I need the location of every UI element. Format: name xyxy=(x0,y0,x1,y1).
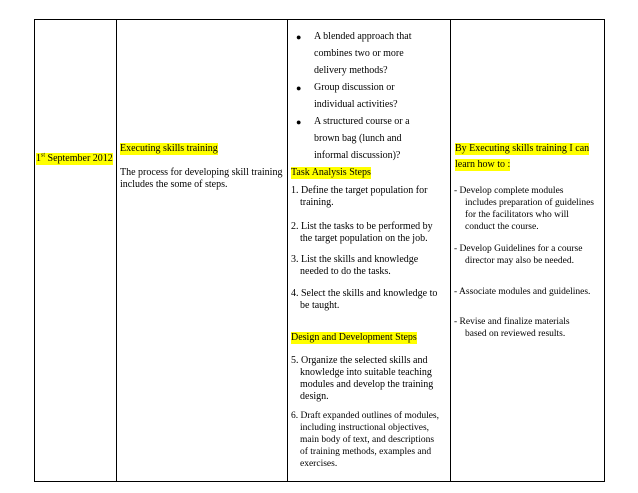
table-left-border xyxy=(34,19,35,482)
date-ordinal: st xyxy=(41,152,46,159)
outcome-line: - Associate modules and guidelines. xyxy=(454,287,591,297)
method-bullet-line: informal discussion)? xyxy=(314,150,401,161)
method-bullet-line: brown bag (lunch and xyxy=(314,133,402,144)
task-step-line: 4. Select the skills and knowledge to xyxy=(291,288,438,299)
design-step-line: including instructional objectives, xyxy=(300,423,430,433)
method-bullet-line: A structured course or a xyxy=(314,116,410,127)
column-divider-1 xyxy=(116,19,117,482)
design-step-line: of training methods, examples and xyxy=(300,447,432,457)
outcome-line: - Develop Guidelines for a course xyxy=(454,244,583,254)
outcome-line: based on reviewed results. xyxy=(465,329,566,339)
design-step-line: main body of text, and descriptions xyxy=(300,435,435,445)
topic-description-line: includes the some of steps. xyxy=(120,179,228,190)
outcome-line: - Revise and finalize materials xyxy=(454,317,570,327)
method-bullet-line: individual activities? xyxy=(314,99,398,110)
table-right-border xyxy=(604,19,605,482)
design-step-line: 5. Organize the selected skills and xyxy=(291,355,428,366)
design-step-line: 6. Draft expanded outlines of modules, xyxy=(291,411,440,421)
outcome-line: for the facilitators who will xyxy=(465,210,569,220)
design-development-heading: Design and Development Steps xyxy=(291,332,417,343)
date-cell xyxy=(36,153,113,165)
bullet-icon: ● xyxy=(296,83,302,93)
method-bullet-line: Group discussion or xyxy=(314,82,395,93)
topic-description-line: The process for developing skill training xyxy=(120,167,283,178)
column-divider-2 xyxy=(287,19,288,482)
task-step-line: training. xyxy=(300,197,334,208)
date-day: 1 xyxy=(36,153,41,164)
task-step-line: the target population on the job. xyxy=(300,233,428,244)
design-step-line: design. xyxy=(300,391,329,402)
table-bottom-border xyxy=(34,481,605,482)
task-step-line: 2. List the tasks to be performed by xyxy=(291,221,433,232)
topic-title: Executing skills training xyxy=(120,143,218,154)
task-step-line: be taught. xyxy=(300,300,340,311)
outcomes-heading: learn how to : xyxy=(455,159,511,170)
column-divider-3 xyxy=(450,19,451,482)
task-step-line: 3. List the skills and knowledge xyxy=(291,254,419,265)
outcomes-heading: By Executing skills training I can xyxy=(455,143,590,154)
task-analysis-heading: Task Analysis Steps xyxy=(291,167,371,178)
design-step-line: modules and develop the training xyxy=(300,379,434,390)
method-bullet-line: delivery methods? xyxy=(314,65,388,76)
task-step-line: needed to do the tasks. xyxy=(300,266,391,277)
design-step-line: knowledge into suitable teaching xyxy=(300,367,432,378)
outcome-line: conduct the course. xyxy=(465,222,539,232)
bullet-icon: ● xyxy=(296,32,302,42)
outcome-line: director may also be needed. xyxy=(465,256,574,266)
method-bullet-line: combines two or more xyxy=(314,48,404,59)
table-top-border xyxy=(34,19,605,20)
date-rest: September 2012 xyxy=(45,153,113,164)
method-bullet-line: A blended approach that xyxy=(314,31,412,42)
design-step-line: exercises. xyxy=(300,459,338,469)
task-step-line: 1. Define the target population for xyxy=(291,185,428,196)
outcome-line: includes preparation of guidelines xyxy=(465,198,595,208)
outcome-line: - Develop complete modules xyxy=(454,186,564,196)
bullet-icon: ● xyxy=(296,117,302,127)
